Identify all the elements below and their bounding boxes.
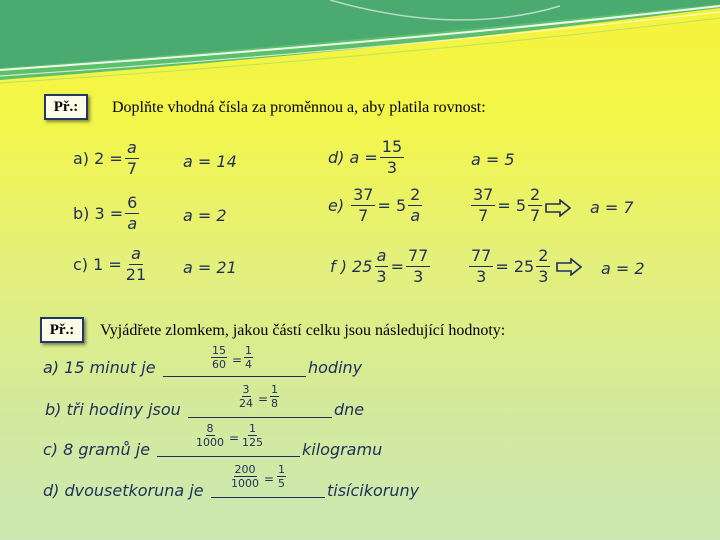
- answer-line-c: [157, 456, 300, 457]
- eq-b: b) 3 = $\frac{6}{a}$: [73, 193, 138, 233]
- conv-d-unit: tisícikoruny: [327, 481, 420, 500]
- implies-arrow-icon: [556, 258, 582, 276]
- eq-d: d) a = $\frac{15}{3}$: [328, 137, 403, 177]
- answer-d: a = 5: [471, 150, 515, 169]
- eq-a: a) 2 = $\frac{a}{7}$: [73, 138, 137, 178]
- answer-line-d: [211, 497, 325, 498]
- answer-a: a = 14: [183, 152, 237, 171]
- implies-arrow-icon: [545, 199, 571, 217]
- conv-d-text: d) dvousetkoruna je: [43, 481, 204, 500]
- conv-d-eq: =: [264, 472, 275, 486]
- conv-b-frac1: $\frac{3}{24}$: [239, 383, 253, 410]
- header-wave-decoration: [0, 0, 720, 95]
- conv-a-frac2: $\frac{1}{4}$: [245, 344, 252, 371]
- conv-b-eq: =: [258, 392, 269, 406]
- conv-c-frac1: $\frac{8}{1000}$: [196, 422, 224, 449]
- answer-c: a = 21: [183, 258, 237, 277]
- conv-b-frac2: $\frac{1}{8}$: [271, 383, 278, 410]
- conv-d-frac2: $\frac{1}{5}$: [278, 463, 285, 490]
- conv-a-frac1: $\frac{15}{60}$: [212, 344, 226, 371]
- conv-c-text: c) 8 gramů je: [43, 440, 151, 459]
- conv-a-unit: hodiny: [308, 358, 363, 377]
- answer-line-a: [163, 376, 306, 377]
- conv-a-eq: =: [232, 353, 243, 367]
- task1-instruction: Doplňte vhodná čísla za proměnnou a, aby platila rovnost:: [112, 99, 486, 116]
- example-label-2: Př.:: [40, 317, 84, 343]
- answer-line-b: [188, 417, 332, 418]
- conv-c-eq: =: [229, 431, 240, 445]
- conv-c-frac2: $\frac{1}{125}$: [242, 422, 263, 449]
- answer-f: a = 2: [601, 259, 645, 278]
- eq-f: f ) 25 $\frac{a}{3}$ = $\frac{77}{3}$: [330, 246, 429, 286]
- answer-e: a = 7: [590, 198, 634, 217]
- conv-a-text: a) 15 minut je: [43, 358, 156, 377]
- conv-b-unit: dne: [334, 400, 365, 419]
- eq-f-solution: $\frac{77}{3}$ = 25 $\frac{2}{3}$: [471, 246, 549, 286]
- eq-c: c) 1 = $\frac{a}{21}$: [73, 244, 147, 284]
- eq-e: e) $\frac{37}{7}$ = 5 $\frac{2}{a}$: [328, 185, 421, 225]
- example-label-1: Př.:: [44, 94, 88, 120]
- answer-b: a = 2: [183, 206, 227, 225]
- eq-e-solution: $\frac{37}{7}$ = 5 $\frac{2}{7}$: [473, 185, 541, 225]
- task2-instruction: Vyjádřete zlomkem, jakou částí celku jsou následující hodnoty:: [100, 322, 506, 339]
- conv-c-unit: kilogramu: [302, 440, 383, 459]
- conv-b-text: b) tři hodiny jsou: [45, 400, 181, 419]
- conv-d-frac1: $\frac{200}{1000}$: [231, 463, 259, 490]
